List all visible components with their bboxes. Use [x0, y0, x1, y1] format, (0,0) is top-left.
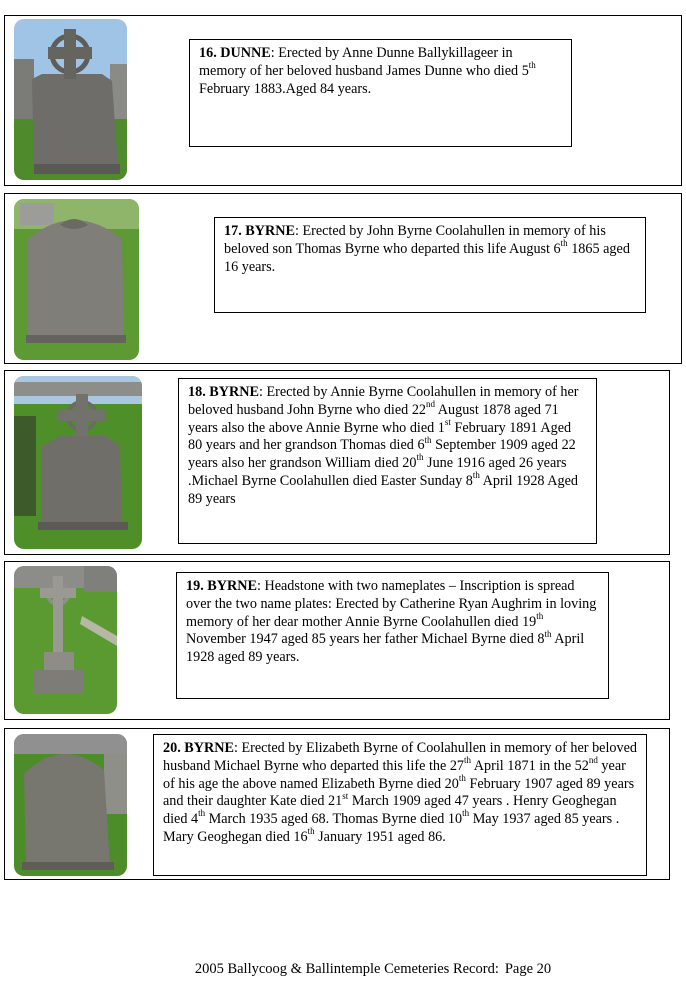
text-run: 5 [521, 62, 529, 79]
ordinal-suffix: st [342, 790, 349, 801]
entry-number: 20. BYRNE [163, 740, 234, 756]
footer-title: 2005 Ballycoog & Ballintemple Cemeteries Record: [194, 961, 499, 977]
text-run: May 1937 aged 85 years . Mary Geoghegan died 16 [163, 811, 620, 845]
ordinal-suffix: th [560, 238, 568, 249]
ordinal-suffix: th [528, 60, 536, 71]
entry-number: 17. BYRNE [224, 223, 295, 239]
inscription-text [163, 740, 637, 845]
headstone-photo-16 [14, 19, 127, 180]
ordinal-suffix: th [462, 808, 470, 819]
text-run: February 1907 aged 89 years and their daughter Kate died 21 [163, 775, 635, 810]
entry-20 [4, 728, 670, 880]
ordinal-suffix: nd [588, 755, 598, 766]
entry-number: 19. BYRNE [186, 578, 257, 594]
inscription-19 [176, 572, 609, 699]
text-run: August 1878 aged 71 years also the above Annie Byrne who died 1 [188, 401, 559, 436]
inscription-16 [189, 39, 572, 147]
text-run: March 1909 aged 47 years . Henry Geoghegan died 4 [163, 793, 617, 828]
headstone-photo-17 [14, 199, 139, 360]
ordinal-suffix: th [472, 470, 480, 481]
ordinal-suffix: th [198, 808, 206, 819]
ordinal-suffix: th [544, 628, 552, 639]
page-footer [0, 961, 686, 978]
ordinal-suffix: st [444, 416, 451, 427]
text-run: 1865 aged 16 years. [224, 240, 630, 275]
text-run: : Erected by Annie Byrne Coolahullen in memory of her beloved husband John Byrne who died 22 [188, 384, 579, 418]
ordinal-suffix: th [307, 826, 315, 837]
text-run: : Erected by John Byrne Coolahullen in memory of his beloved son Thomas Byrne who departed this life August 6 [224, 223, 606, 257]
text-run: April 1928 Aged 89 years [188, 472, 579, 507]
entry-19 [4, 561, 670, 720]
text-run: March 1935 aged 68. Thomas Byrne died 10 [205, 811, 463, 828]
text-run: April 1871 in the 52 [471, 757, 589, 774]
text-run: : Erected by Elizabeth Byrne of Coolahullen in memory of her beloved husband Michael Byrne who departed this life the 27 [163, 740, 637, 774]
ordinal-suffix: th [458, 772, 466, 783]
entry-18 [4, 370, 670, 555]
headstone-photo-18 [14, 376, 142, 549]
text-run: : Headstone with two nameplates – Inscription is spread over the two name plates: Erected by Catherine Ryan Aughrim in loving memory of her dear mother Annie Byrne Coolahullen died 19 [186, 578, 597, 630]
inscription-18 [178, 378, 597, 544]
entry-17 [4, 193, 682, 364]
ordinal-suffix: th [464, 755, 472, 766]
text-run: year of his age the above named Elizabeth Byrne died 20 [163, 757, 626, 792]
text-run: February 1883.Aged 84 years. [199, 80, 372, 97]
text-run: June 1916 aged 26 years .Michael Byrne Coolahullen died Easter Sunday 8 [188, 455, 567, 489]
text-run: September 1909 aged 22 years also her grandson William died 20 [188, 437, 576, 472]
ordinal-suffix: th [424, 434, 432, 445]
text-run: February 1891 Aged 80 years and her grandson Thomas died 6 [188, 419, 572, 454]
inscription-20 [153, 734, 647, 876]
entry-number: 18. BYRNE [188, 384, 259, 400]
text-run: November 1947 aged 85 years her father Michael Byrne died 8 [186, 631, 545, 648]
ordinal-suffix: th [536, 610, 544, 621]
inscription-17 [214, 217, 646, 313]
ordinal-suffix: nd [426, 399, 436, 410]
entry-number: 16. DUNNE [199, 45, 271, 61]
text-run: April 1928 aged 89 years. [186, 631, 585, 666]
entry-16 [4, 15, 682, 186]
headstone-photo-19 [14, 566, 117, 714]
text-run: January 1951 aged 86. [314, 828, 446, 845]
text-run: : Erected by Anne Dunne Ballykillageer in memory of her beloved husband James Dunne who died [199, 45, 522, 79]
ordinal-suffix: th [416, 452, 424, 463]
inscription-text [188, 384, 578, 507]
footer-page-number: Page 20 [504, 961, 552, 977]
headstone-photo-20 [14, 734, 127, 876]
